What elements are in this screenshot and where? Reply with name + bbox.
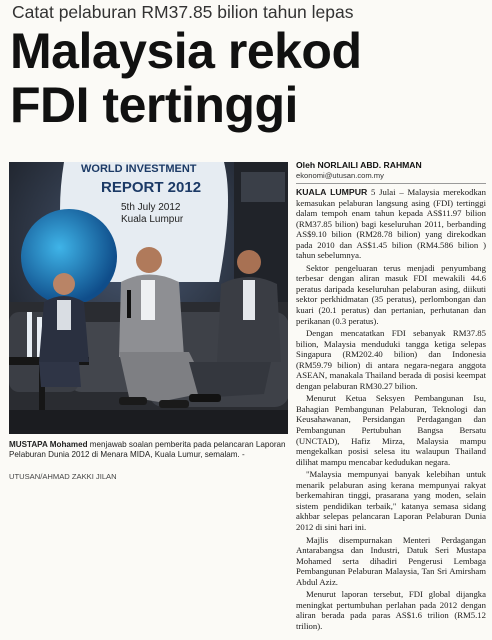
paragraph-5: "Malaysia mempunyai banyak kelebihan untuk menarik pelaburan asing kerana mempunyai rakyat berkemahiran tinggi, prasarana yang moden, selain sistem pendidikan terbaik," katanya semasa sidang akhbar selepas pelancaran Laporan Pelaburan Dunia 2012 di sini hari ini. bbox=[296, 469, 486, 532]
person-middle-head bbox=[136, 247, 162, 273]
news-photo bbox=[9, 162, 288, 434]
headline bbox=[10, 24, 485, 132]
backdrop-line-4: Kuala Lumpur bbox=[121, 214, 184, 225]
byline-divider bbox=[296, 183, 486, 184]
byline: Oleh NORLAILI ABD. RAHMAN bbox=[296, 160, 422, 170]
paragraph-3: Dengan mencatatkan FDI sebanyak RM37.85 bilion, Malaysia menduduki tangga ketiga selepas Singapura (RM202.40 bilion) dan Indonesia (RM59.79 bilion) di antara negara-negara anggota ASEAN, manakala Thailand berada di posisi keempat dengan pelaburan RM30.27 bilion. bbox=[296, 328, 486, 391]
photo-credit: UTUSAN/AHMAD ZAKKI JILAN bbox=[9, 472, 117, 481]
paragraph-4: Menurut Ketua Seksyen Pembangunan Isu, Bahagian Pembangunan Pelaburan, Teknologi dan Keusahawanan, Persidangan Perdagangan dan Pembangunan Pertubuhan Bangsa Bersatu (UNCTAD), Hafiz Mirza, Malaysia mampu mengekalkan posisi selesa itu walaupun Thailand dilihat mampu mencabar kedudukan negara. bbox=[296, 393, 486, 467]
paragraph-7: Menurut laporan tersebut, FDI global dijangka meningkat pertumbuhan perlahan pada 2012 dengan aliran berada pada paras AS$1.6 trilion (RM5.12 trilion). bbox=[296, 589, 486, 631]
backdrop-line-3: 5th July 2012 bbox=[121, 202, 181, 213]
person-left-head bbox=[53, 273, 75, 295]
photo-illustration bbox=[9, 162, 288, 434]
paragraph-1-text: 5 Julai – Malaysia merekodkan kemasukan pelaburan langsung asing (FDI) tertinggi dalam tempoh enam tahun kepada AS$11.97 bilion (RM37.85 bilion) bagi keseluruhan 2011, berbanding AS$9.10 bilion (RM28.78 bilion) yang direkodkan pada 2010 dan AS$1.45 bilion (RM4.586 bilion ) tahun sebelumnya. bbox=[296, 187, 487, 261]
backdrop-line-2: REPORT 2012 bbox=[101, 179, 202, 196]
backdrop-line-1: WORLD INVESTMENT bbox=[81, 163, 197, 175]
author-email: ekonomi@utusan.com.my bbox=[296, 171, 384, 180]
paragraph-1 bbox=[296, 187, 486, 261]
paragraph-2: Sektor pengeluaran terus menjadi penyumbang terbesar dengan aliran masuk FDI mewakili 44.6 peratus daripada keseluruhan pelaburan asing, diikuti sektor perkhidmatan (35 peratus), perlombongan dan kuari (20.1 peratus) dan pertanian, perhutanan dan perikanan (0.3 peratus). bbox=[296, 262, 486, 326]
article-body bbox=[296, 187, 486, 633]
person-right-head bbox=[237, 250, 261, 274]
caption-text: menjawab soalan pemberita pada pelancaran Laporan Pelaburan Dunia 2012 di Menara MIDA, Kuala Lumur, semalam. - bbox=[9, 440, 286, 460]
paragraph-6: Majlis disempurnakan Menteri Perdagangan Antarabangsa dan Industri, Datuk Seri Mustapa Mohamed serta dihadiri Pengerusi Lembaga Pembangunan Pelaburan Malaysia, Tan Sri Amirsham Abdul Aziz. bbox=[296, 534, 486, 587]
kicker: Catat pelaburan RM37.85 bilion tahun lepas bbox=[12, 2, 354, 22]
dateline: KUALA LUMPUR bbox=[296, 187, 368, 197]
headline-line-1: Malaysia rekod bbox=[10, 23, 362, 79]
photo-caption bbox=[9, 440, 291, 461]
headline-line-2: FDI tertinggi bbox=[10, 77, 298, 133]
caption-name: MUSTAPA Mohamed bbox=[9, 440, 88, 449]
